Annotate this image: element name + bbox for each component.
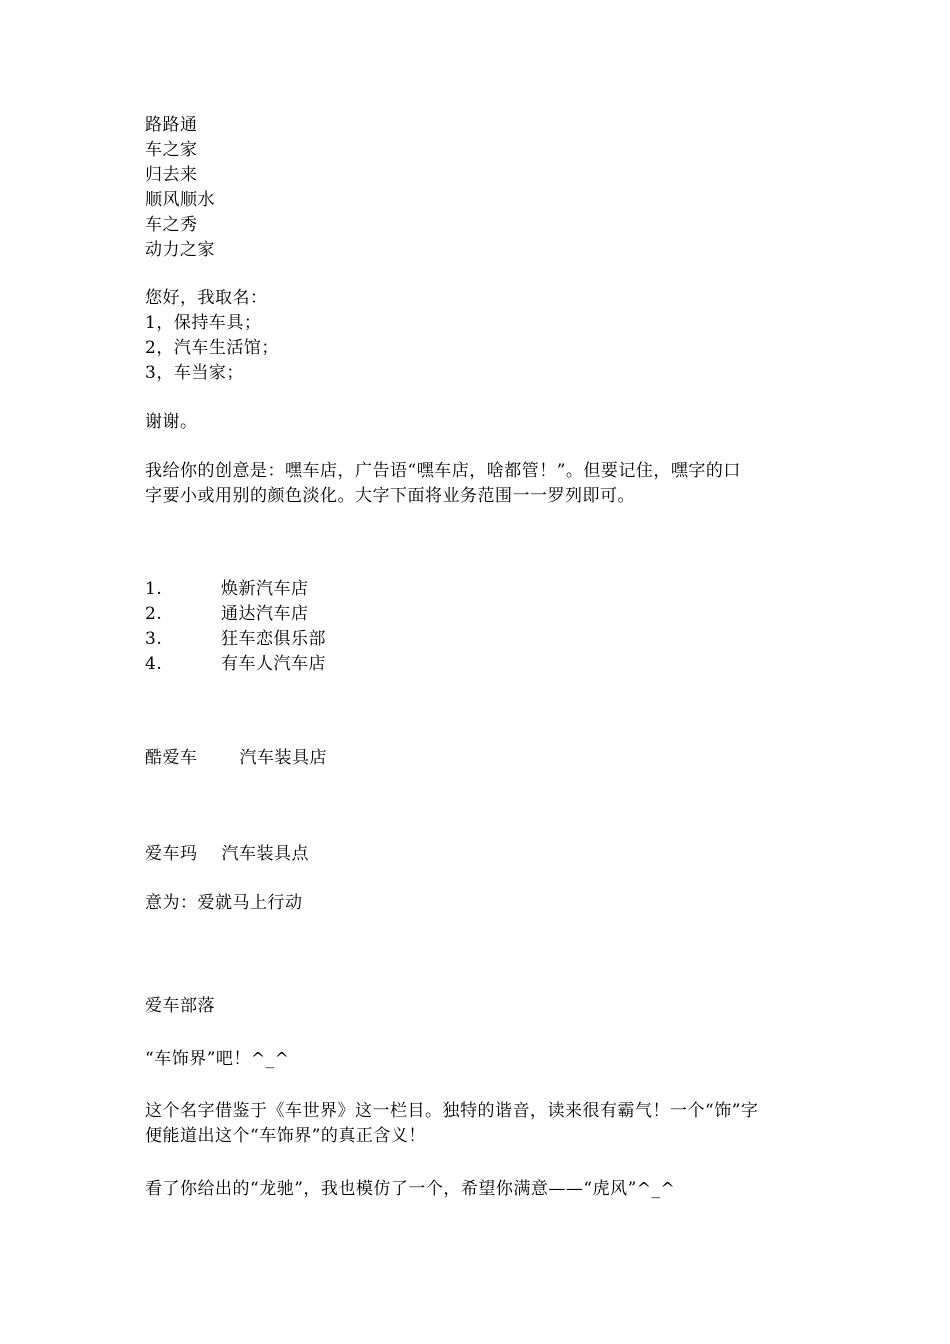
name-item: 车之秀 xyxy=(145,215,198,235)
numbered-item xyxy=(145,577,309,602)
name-item: 顺风顺水 xyxy=(145,190,215,210)
name-item: 路路通 xyxy=(145,115,198,135)
item-text: 有车人汽车店 xyxy=(221,654,326,674)
numbered-item xyxy=(145,652,326,677)
item-text: 通达汽车店 xyxy=(221,604,309,624)
item-text: 狂车恋俱乐部 xyxy=(221,629,326,649)
item-text: 焕新汽车店 xyxy=(221,579,309,599)
reply-item: 3，车当家； xyxy=(145,363,244,383)
item-number: 4. xyxy=(145,654,163,674)
numbered-item xyxy=(145,602,309,627)
name-item: 归去来 xyxy=(145,165,198,185)
shop-name: 爱车玛 xyxy=(145,844,198,864)
reply-intro: 您好，我取名： xyxy=(145,288,268,308)
cheshijie-text: “车饰界”吧！^_^ xyxy=(145,1049,290,1069)
idea-paragraph-line: 字要小或用别的颜色淡化。大字下面将业务范围一一罗列即可。 xyxy=(145,486,635,506)
explain-paragraph-line: 便能道出这个“车饰界”的真正含义！ xyxy=(145,1126,426,1146)
explain-paragraph-line: 这个名字借鉴于《车世界》这一栏目。独特的谐音，读来很有霸气！一个“饰”字 xyxy=(145,1101,759,1121)
kuaiche-line xyxy=(145,746,327,771)
hufeng-text: 看了你给出的“龙驰”，我也模仿了一个，希望你满意——“虎风”^_^ xyxy=(145,1179,676,1199)
tribe-name: 爱车部落 xyxy=(145,996,215,1016)
reply-item: 2，汽车生活馆； xyxy=(145,338,279,358)
shop-desc: 汽车装具店 xyxy=(239,748,327,768)
name-item: 车之家 xyxy=(145,140,198,160)
shop-name: 酷爱车 xyxy=(145,748,198,768)
aichema-line xyxy=(145,842,309,867)
thanks-text: 谢谢。 xyxy=(145,412,198,432)
item-number: 1. xyxy=(145,579,163,599)
idea-paragraph-line: 我给你的创意是：嘿车店，广告语“嘿车店，啥都管！”。但要记住，嘿字的口 xyxy=(145,461,741,481)
item-number: 2. xyxy=(145,604,163,624)
reply-item: 1，保持车具； xyxy=(145,313,262,333)
item-number: 3. xyxy=(145,629,163,649)
numbered-item xyxy=(145,627,326,652)
name-item: 动力之家 xyxy=(145,240,215,260)
meaning-text: 意为：爱就马上行动 xyxy=(145,893,303,913)
shop-desc: 汽车装具点 xyxy=(221,844,309,864)
